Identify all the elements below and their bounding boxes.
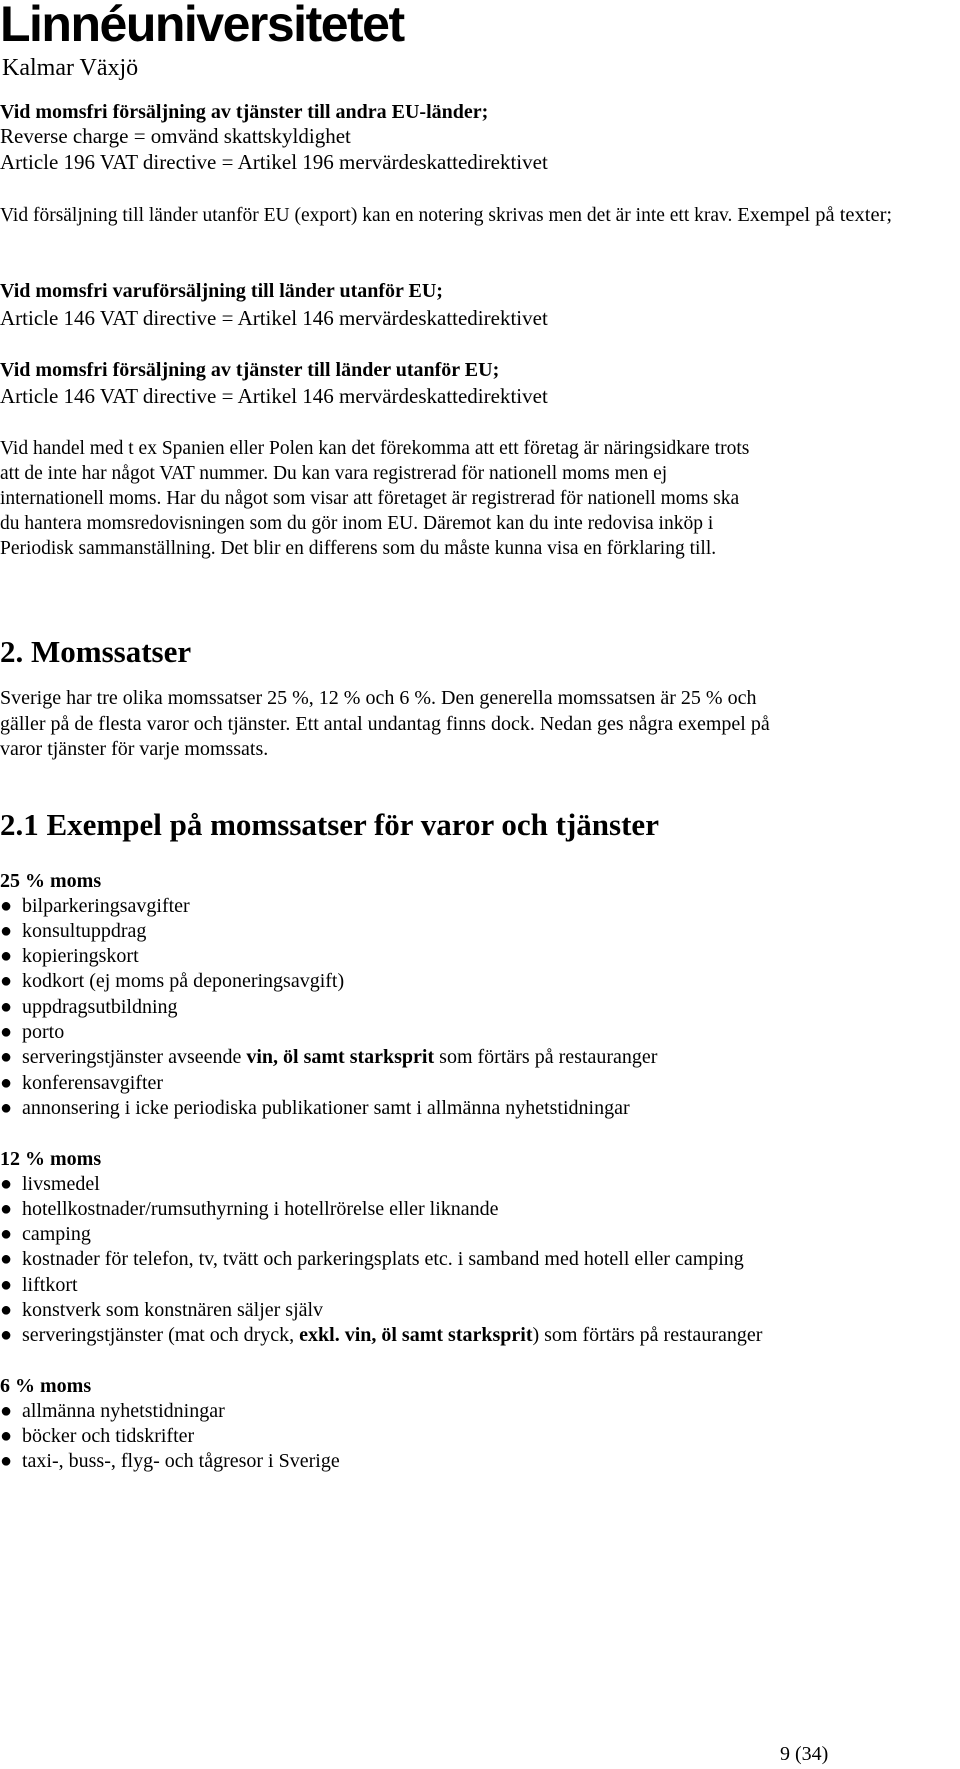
list-item: ● bilparkeringsavgifter xyxy=(0,895,190,917)
list-item: ● taxi-, buss-, flyg- och tågresor i Sverige xyxy=(0,1450,340,1472)
bullet-icon: ● xyxy=(0,1274,13,1296)
list-item: ● kopieringskort xyxy=(0,945,139,967)
bullet-icon: ● xyxy=(0,1450,13,1472)
goods-outside-eu-heading: Vid momsfri varuförsäljning till länder utanför EU; xyxy=(0,280,443,302)
services-outside-eu-heading: Vid momsfri försäljning av tjänster till länder utanför EU; xyxy=(0,359,500,381)
section-2-1-title: 2.1 Exempel på momssatser för varor och tjänster xyxy=(0,807,659,842)
paragraph-line: du hantera momsredovisningen som du gör inom EU. Däremot kan du inte redovisa inköp i xyxy=(0,513,714,534)
list-item: ● livsmedel xyxy=(0,1173,100,1195)
list-item: ● camping xyxy=(0,1223,91,1245)
paragraph-line: Vid handel med t ex Spanien eller Polen kan det förekomma att ett företag är näringsidkare trots xyxy=(0,438,750,459)
list-item: ● hotellkostnader/rumsuthyrning i hotellrörelse eller liknande xyxy=(0,1198,499,1220)
bullet-icon: ● xyxy=(0,1400,13,1422)
eu-services-heading: Vid momsfri försäljning av tjänster till andra EU-länder; xyxy=(0,101,489,123)
bullet-icon: ● xyxy=(0,1021,13,1043)
logo-campuses: Kalmar Växjö xyxy=(2,55,139,81)
bullet-icon: ● xyxy=(0,1299,13,1321)
section-2-title: 2. Momssatser xyxy=(0,634,192,669)
list-item: ● serveringstjänster avseende vin, öl samt starksprit som förtärs på restauranger xyxy=(0,1046,658,1068)
bullet-icon: ● xyxy=(0,1072,13,1094)
list-item: ● porto xyxy=(0,1021,65,1043)
logo-wordmark: Linnéuniversitetet xyxy=(0,0,404,52)
bullet-icon: ● xyxy=(0,1173,13,1195)
bullet-icon: ● xyxy=(0,1324,13,1346)
bullet-icon: ● xyxy=(0,1248,13,1270)
list-item: ● konsultuppdrag xyxy=(0,920,147,942)
bullet-icon: ● xyxy=(0,920,13,942)
list-item: ● allmänna nyhetstidningar xyxy=(0,1400,225,1422)
bullet-icon: ● xyxy=(0,945,13,967)
section-2-line: Sverige har tre olika momssatser 25 %, 12 % och 6 %. Den generella momssatsen är 25 % och xyxy=(0,687,757,709)
page-number: 9 (34) xyxy=(780,1743,829,1765)
services-outside-eu-line: Article 146 VAT directive = Artikel 146 mervärdeskattedirektivet xyxy=(0,384,548,408)
export-note xyxy=(0,203,892,228)
paragraph-line: att de inte har något VAT nummer. Du kan vara registrerad för nationell moms men ej xyxy=(0,463,668,484)
bullet-icon: ● xyxy=(0,895,13,917)
paragraph-line: internationell moms. Har du något som visar att företaget är registrerad för nationell moms ska xyxy=(0,488,740,509)
list-item: ● liftkort xyxy=(0,1274,78,1296)
bullet-icon: ● xyxy=(0,1097,13,1119)
list-item: ● annonsering i icke periodiska publikationer samt i allmänna nyhetstidningar xyxy=(0,1097,630,1119)
export-note-text: Vid försäljning till länder utanför EU (export) kan en notering skrivas men det är inte ett krav. xyxy=(0,205,733,226)
goods-outside-eu-line: Article 146 VAT directive = Artikel 146 mervärdeskattedirektivet xyxy=(0,306,548,330)
eu-services-line: Article 196 VAT directive = Artikel 196 mervärdeskattedirektivet xyxy=(0,150,548,174)
list-item: ● konferensavgifter xyxy=(0,1072,164,1094)
section-2-line: gäller på de flesta varor och tjänster. Ett antal undantag finns dock. Nedan ges några exempel på xyxy=(0,713,770,735)
section-2-line: varor tjänster för varje momssats. xyxy=(0,738,269,760)
eu-services-line: Reverse charge = omvänd skattskyldighet xyxy=(0,124,351,148)
rate-6-heading: 6 % moms xyxy=(0,1375,92,1397)
rate-12-heading: 12 % moms xyxy=(0,1148,102,1170)
bullet-icon: ● xyxy=(0,996,13,1018)
bullet-icon: ● xyxy=(0,1223,13,1245)
export-note-examples: Exempel på texter; xyxy=(737,204,893,226)
list-item: ● konstverk som konstnären säljer själv xyxy=(0,1299,324,1321)
list-item: ● serveringstjänster (mat och dryck, exkl. vin, öl samt starksprit) som förtärs på restauranger xyxy=(0,1324,763,1346)
rate-25-heading: 25 % moms xyxy=(0,870,102,892)
list-item: ● böcker och tidskrifter xyxy=(0,1425,195,1447)
bullet-icon: ● xyxy=(0,1425,13,1447)
bullet-icon: ● xyxy=(0,1198,13,1220)
bullet-icon: ● xyxy=(0,1046,13,1068)
list-item: ● uppdragsutbildning xyxy=(0,996,178,1018)
bullet-icon: ● xyxy=(0,970,13,992)
list-item: ● kodkort (ej moms på deponeringsavgift) xyxy=(0,970,345,992)
list-item: ● kostnader för telefon, tv, tvätt och parkeringsplats etc. i samband med hotell eller camping xyxy=(0,1248,744,1270)
paragraph-line: Periodisk sammanställning. Det blir en differens som du måste kunna visa en förklaring till. xyxy=(0,538,717,559)
